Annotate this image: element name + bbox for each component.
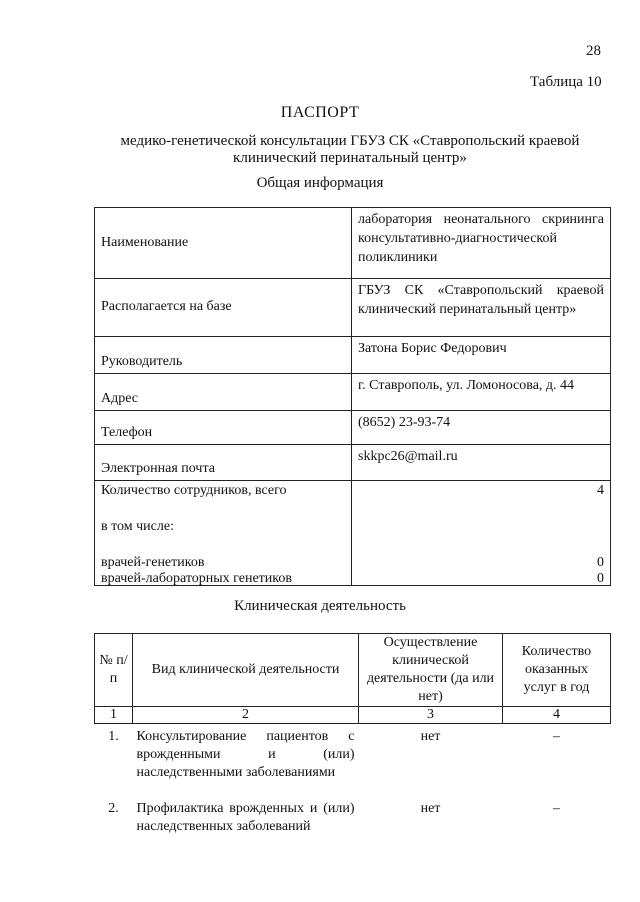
- info-value: (8652) 23-93-74: [352, 411, 611, 445]
- header-num: № п/п: [95, 634, 133, 707]
- staff-geneticists-value: 0: [597, 555, 604, 570]
- staff-total-label: Количество сотрудников, всего: [101, 483, 287, 498]
- column-index: 2: [133, 707, 359, 724]
- row-done: нет: [420, 729, 441, 744]
- row-kind: Консультирование пациентов с врожденными и (или) наследственными заболеваниями: [136, 729, 355, 780]
- info-label: Наименование: [95, 208, 352, 279]
- info-row-staff: [95, 481, 611, 586]
- staff-including-label: в том числе:: [101, 519, 174, 534]
- info-value: г. Ставрополь, ул. Ломоносова, д. 44: [352, 374, 611, 411]
- header-kind: Вид клинической деятельности: [133, 634, 359, 707]
- info-label: Адрес: [95, 374, 352, 411]
- table-label: Таблица 10: [530, 74, 602, 90]
- info-row-phone: [95, 411, 611, 445]
- column-index: 1: [95, 707, 133, 724]
- row-count: –: [553, 800, 560, 816]
- info-label: Телефон: [95, 411, 352, 445]
- info-row-email: [95, 445, 611, 481]
- row-kind: Профилактика врожденных и (или) наследственных заболеваний: [136, 800, 355, 834]
- info-value: ГБУЗ СК «Ставропольский краевой клинический перинатальный центр»: [352, 279, 611, 337]
- info-row-base: [95, 279, 611, 337]
- row-number: 2.: [108, 800, 119, 816]
- staff-total-value: 4: [597, 483, 604, 498]
- general-info-heading: Общая информация: [256, 175, 384, 191]
- page-number: 28: [586, 43, 601, 59]
- info-label: Располагается на базе: [95, 279, 352, 337]
- row-done: нет: [420, 800, 441, 816]
- table-row: [95, 724, 611, 796]
- info-value: [352, 445, 611, 481]
- info-value: лаборатория неонатального скрининга консультативно-диагностической поликлиники: [352, 208, 611, 279]
- clinical-activity-heading: Клиническая деятельность: [234, 598, 406, 614]
- clinical-activity-table: [94, 633, 611, 856]
- info-label: Электронная почта: [95, 445, 352, 481]
- info-label: Руководитель: [95, 337, 352, 374]
- staff-lab-geneticists-label: врачей-лабораторных генетиков: [101, 571, 292, 586]
- row-number: 1.: [108, 729, 119, 744]
- document-title: ПАСПОРТ: [280, 104, 360, 121]
- header-count: Количество оказанных услуг в год: [503, 634, 611, 707]
- info-row-address: [95, 374, 611, 411]
- header-done: Осуществление клинической деятельности (да или нет): [359, 634, 503, 707]
- column-index: 3: [359, 707, 503, 724]
- document-subtitle: [90, 133, 610, 167]
- column-index-row: [95, 707, 611, 724]
- info-value: Затона Борис Федорович: [352, 337, 611, 374]
- subtitle-line-1: медико-генетической консультации ГБУЗ СК «Ставропольский краевой: [120, 133, 580, 149]
- table-row: [95, 796, 611, 856]
- general-info-table: [94, 207, 611, 586]
- staff-labels: [95, 481, 352, 586]
- staff-lab-geneticists-value: 0: [597, 571, 604, 586]
- info-row-name: [95, 208, 611, 279]
- staff-values: [352, 481, 611, 586]
- row-count: –: [553, 729, 560, 744]
- column-index: 4: [503, 707, 611, 724]
- clinical-header-row: [95, 634, 611, 707]
- info-row-head: [95, 337, 611, 374]
- subtitle-line-2: клинический перинатальный центр»: [233, 150, 467, 166]
- staff-geneticists-label: врачей-генетиков: [101, 555, 205, 570]
- email-value: skkpc26@mail.ru: [358, 449, 458, 464]
